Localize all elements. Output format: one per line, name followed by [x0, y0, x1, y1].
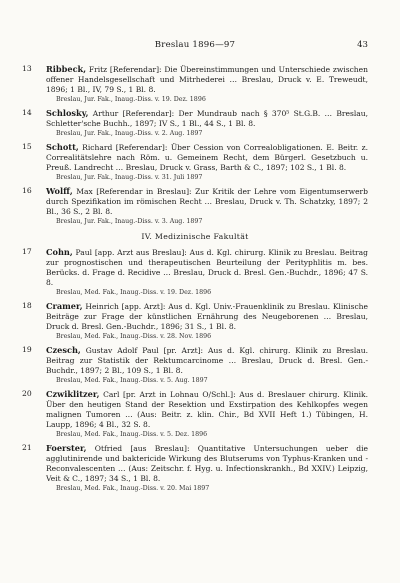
entry-number: 20	[22, 389, 32, 398]
dissertation-note: Breslau, Jur. Fak., Inaug.-Diss. v. 19. Dez. 1896	[56, 96, 206, 103]
bibliography-entry	[22, 389, 368, 439]
entry-body	[46, 443, 368, 484]
entry-number: 15	[22, 142, 32, 151]
bibliography-entry	[22, 247, 368, 297]
entry-list-medical	[22, 247, 368, 493]
dissertation-note: Breslau, Med. Fak., Inaug.-Diss. v. 28. Nov. 1896	[56, 333, 212, 340]
bibliography-entry	[22, 142, 368, 182]
entry-number: 13	[22, 64, 32, 73]
running-header	[22, 40, 368, 54]
entry-number: 17	[22, 247, 32, 256]
entry-body	[46, 247, 368, 288]
author-name: Schott,	[46, 142, 79, 152]
entry-number: 16	[22, 186, 32, 195]
entry-text: Carl [pr. Arzt in Lohnau O/Schl.]: Aus d. Breslauer chirurg. Klinik. Über den heutigen Stand der Resektion und Exstirpation des Kehlkopfes wegen malignen Tumoren … (Aus: Beitr. z. klin. Chir., Bd XVII Heft 1.) Tübingen, H. Laupp, 1896; 4 Bl., 32 S. 8.	[46, 390, 368, 429]
entry-number: 19	[22, 345, 32, 354]
entry-text: Gustav Adolf Paul [pr. Arzt]: Aus d. Kgl. chirurg. Klinik zu Breslau. Beitrag zur Statistik der Rektumcarcinome … Breslau, Druck d. Bresl. Gen.-Buchdr., 1897; 2 Bl., 109 S., 1 Bl. 8.	[46, 346, 368, 375]
author-name: Wolff,	[46, 186, 73, 196]
author-name: Schlosky,	[46, 108, 89, 118]
entry-body	[46, 345, 368, 376]
bibliography-entry	[22, 443, 368, 493]
entry-body	[46, 108, 368, 129]
bibliography-entry	[22, 186, 368, 226]
dissertation-note: Breslau, Jur. Fak., Inaug.-Diss. v. 3. Aug. 1897	[56, 218, 203, 225]
entry-text: Fritz [Referendar]: Die Übereinstimmungen und Unterschiede zwischen offener Handelsgesellschaft und Mitrhederei … Breslau, Druck v. E. Treweudt, 1896; 1 Bl., IV, 79 S., 1 Bl. 8.	[46, 65, 368, 94]
author-name: Czwiklitzer,	[46, 389, 100, 399]
entry-list-jurist	[22, 64, 368, 226]
entry-number: 21	[22, 443, 32, 452]
dissertation-note: Breslau, Jur. Fak., Inaug.-Diss. v. 2. Aug. 1897	[56, 130, 203, 137]
author-name: Cohn,	[46, 247, 73, 257]
author-name: Foerster,	[46, 443, 87, 453]
entry-text: Paul [app. Arzt aus Breslau]: Aus d. Kgl. chirurg. Klinik zu Breslau. Beitrag zur prognostischen und therapeutischen Beurteilung der Perityphlitis m. bes. Berücks. d. Frage d. Recidive … Breslau, Druck d. Bresl. Gen.-Buchdr., 1896; 47 S. 8.	[46, 248, 368, 287]
entry-text: Max [Referendar in Breslau]: Zur Kritik der Lehre vom Eigentumserwerb durch Spezifikation im römischen Recht … Breslau, Druck v. Th. Schatzky, 1897; 2 Bl., 36 S., 2 Bl. 8.	[46, 187, 368, 216]
entry-text: Arthur [Referendar]: Der Mundraub nach § 370⁵ St.G.B. … Breslau, Schletter'sche Buchh., 1897; IV S., 1 Bl., 44 S., 1 Bl. 8.	[46, 109, 368, 128]
dissertation-note: Breslau, Med. Fak., Inaug.-Diss. v. 19. Dez. 1896	[56, 289, 212, 296]
bibliography-entry	[22, 301, 368, 341]
entry-text: Heinrich [app. Arzt]: Aus d. Kgl. Univ.-Frauenklinik zu Breslau. Klinische Beiträge zur Frage der künstlichen Ernährung des Neugeborenen … Breslau, Druck d. Bresl. Gen.-Buchdr., 1896; 31 S., 1 Bl. 8.	[46, 302, 369, 331]
author-name: Ribbeck,	[46, 64, 87, 74]
bibliography-entry	[22, 345, 368, 385]
header-title: Breslau 1896—97	[154, 40, 236, 50]
section-title: IV. Medizinische Fakultät	[141, 232, 249, 241]
entry-body	[46, 142, 368, 173]
entry-body	[46, 389, 368, 430]
entry-body	[46, 186, 368, 217]
entry-body	[46, 64, 368, 95]
dissertation-note: Breslau, Med. Fak., Inaug.-Diss. v. 20. Mai 1897	[56, 485, 210, 492]
author-name: Czesch,	[46, 345, 81, 355]
dissertation-note: Breslau, Jur. Fak., Inaug.-Diss. v. 31. Juli 1897	[56, 174, 203, 181]
entry-text: Richard [Referendar]: Über Cession von Correalobligationen. E. Beitr. z. Correalitätslehre nach Röm. u. Gemeinem Recht, dem Bürgerl. Gesetzbuch u. Preuß. Landrecht … Breslau, Druck v. Grass, Barth & C., 1897; 102 S., 1 Bl. 8.	[46, 143, 368, 172]
dissertation-note: Breslau, Med. Fak., Inaug.-Diss. v. 5. Dez. 1896	[56, 431, 208, 438]
entry-number: 14	[22, 108, 32, 117]
entry-body	[46, 301, 368, 332]
dissertation-note: Breslau, Med. Fak., Inaug.-Diss. v. 5. Aug. 1897	[56, 377, 208, 384]
author-name: Cramer,	[46, 301, 83, 311]
bibliography-entry	[22, 64, 368, 104]
entry-number: 18	[22, 301, 32, 310]
entry-text: Otfried [aus Breslau]: Quantitative Untersuchungen ueber die agglutinirende und baktericide Wirkung des Blutserums von Typhus-Kranken und -Reconvalescenten … (Aus: Zeitschr. f. Hyg. u. Infectionskrankh., Bd XXIV.) Leipzig, Veit & C., 1897; 34 S., 1 Bl. 8.	[46, 444, 368, 483]
bibliography-entry	[22, 108, 368, 138]
page-number: 43	[357, 40, 368, 50]
